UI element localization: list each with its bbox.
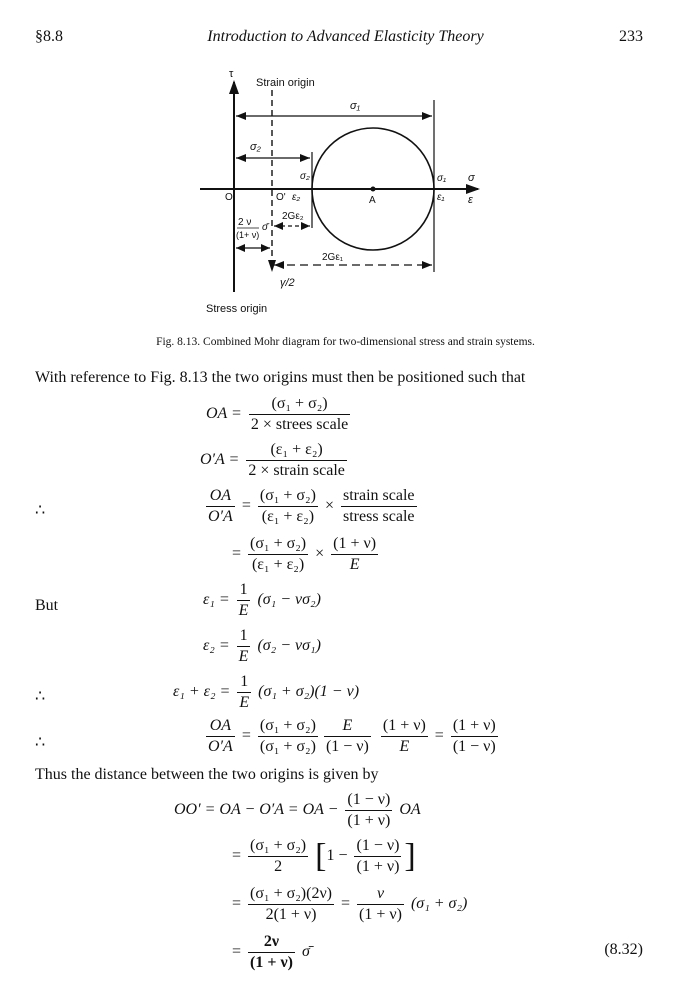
equation-number: (8.32) <box>604 941 643 958</box>
strain-origin-label: Strain origin <box>256 77 315 89</box>
therefore-3: ∴ <box>35 734 46 751</box>
thus-paragraph: Thus the distance between the two origins is given by <box>35 766 379 783</box>
equation-OO-prime-2: = $\frac{\text{(σ₁ + σ₂)}}{2}$ [1 − $\frac{(1 - \nu)}{(1 + \nu)}$ ] <box>232 837 416 875</box>
therefore-2: ∴ <box>35 688 46 705</box>
sigma-axis-label: σ <box>468 172 475 184</box>
origin-O-label: O <box>225 192 233 203</box>
equation-eps-sum: ε₁ + ε₂ = $\frac{1}{E}$ (σ₁ + σ₂)(1 − ν) <box>173 673 360 711</box>
equation-ratio-3: $\frac{OA}{O'A}$ = $\frac{\text{(σ₁ + σ₂)}}{\text{(σ₁ + σ₂)}}$ $\frac{E}{(1 - \nu)}$ $\frac{(1 + \nu)}{E}$ = $\frac{(1 + \nu)}{(1 - \nu)}$ <box>208 717 496 755</box>
sigma2-mid-label: σ₂ <box>250 141 261 153</box>
equation-ratio-2: = $\frac{\text{(σ₁ + σ₂)}}{\text{(ε₁ + ε₂)}}$ × $\frac{(1 + \nu)}{E}$ <box>232 535 377 573</box>
equation-ratio-1: $\frac{OA}{O'A}$ = $\frac{\text{(σ₁ + σ₂)}}{\text{(ε₁ + ε₂)}}$ × $\frac{\text{strain scale}}{\text{stress scale}}$ <box>208 487 415 525</box>
twoG-eps2-label: 2Gε₂ <box>282 211 304 222</box>
equation-eps2: ε₂ = $\frac{1}{E}$ (σ₂ − νσ₁) <box>203 627 321 665</box>
sigma-bar-label: σ̄ <box>262 222 269 233</box>
sigma1-top-label: σ₁ <box>350 100 361 112</box>
origin-O-prime-label: O' <box>276 192 286 203</box>
sigma2-small-label: σ₂ <box>300 171 310 182</box>
sigma1-right-label: σ₁ <box>437 173 447 184</box>
point-A-label: A <box>369 195 376 206</box>
section-label: §8.8 <box>35 28 63 45</box>
stress-origin-label: Stress origin <box>206 303 268 315</box>
eps-axis-label: ε <box>468 194 473 206</box>
intro-paragraph: With reference to Fig. 8.13 the two origins must then be positioned such that <box>35 369 526 386</box>
therefore-1: ∴ <box>35 502 46 519</box>
center-point <box>371 187 376 192</box>
eps2-label: ε₂ <box>292 192 301 203</box>
equation-8-32: = $\frac{2\nu}{(1 + \nu)}$ σ̄ <box>232 933 310 971</box>
gamma-arrow <box>268 260 276 272</box>
twoG-eps1-label: 2Gε₁ <box>322 252 344 263</box>
eps1-right-label: ε₁ <box>437 192 445 203</box>
sigma-arrow <box>466 184 480 194</box>
gamma-label: γ/2 <box>280 277 295 289</box>
equation-OO-prime: OO′ = OA − O′A = OA − $\frac{(1 - \nu)}{(1 + \nu)}$ OA <box>174 791 421 829</box>
nu-num-label: 2 ν <box>238 217 252 228</box>
figure-caption: Fig. 8.13. Combined Mohr diagram for two-dimensional stress and strain systems. <box>156 336 535 348</box>
equation-eps1: ε₁ = $\frac{1}{E}$ (σ₁ − νσ₂) <box>203 581 321 619</box>
equation-OA: OA = $\frac{\text{(σ₁ + σ₂)}}{\text{2 × strees scale}}$ <box>206 395 349 433</box>
tau-arrow <box>229 80 239 94</box>
equation-OO-prime-3: = $\frac{\text{(σ₁ + σ₂)(2ν)}}{2(1 + \nu)}$ = $\frac{\nu}{(1 + \nu)}$ (σ₁ + σ₂) <box>232 885 468 923</box>
nu-den-label: (1+ ν) <box>236 230 260 240</box>
running-title: Introduction to Advanced Elasticity Theory <box>207 28 484 45</box>
equation-O-prime-A: O′A = $\frac{\text{(ε₁ + ε₂)}}{\text{2 × strain scale}}$ <box>200 441 345 479</box>
mohr-diagram <box>0 60 691 330</box>
but-label: But <box>35 597 59 614</box>
page-number: 233 <box>619 28 643 45</box>
tau-label: τ <box>229 68 234 80</box>
